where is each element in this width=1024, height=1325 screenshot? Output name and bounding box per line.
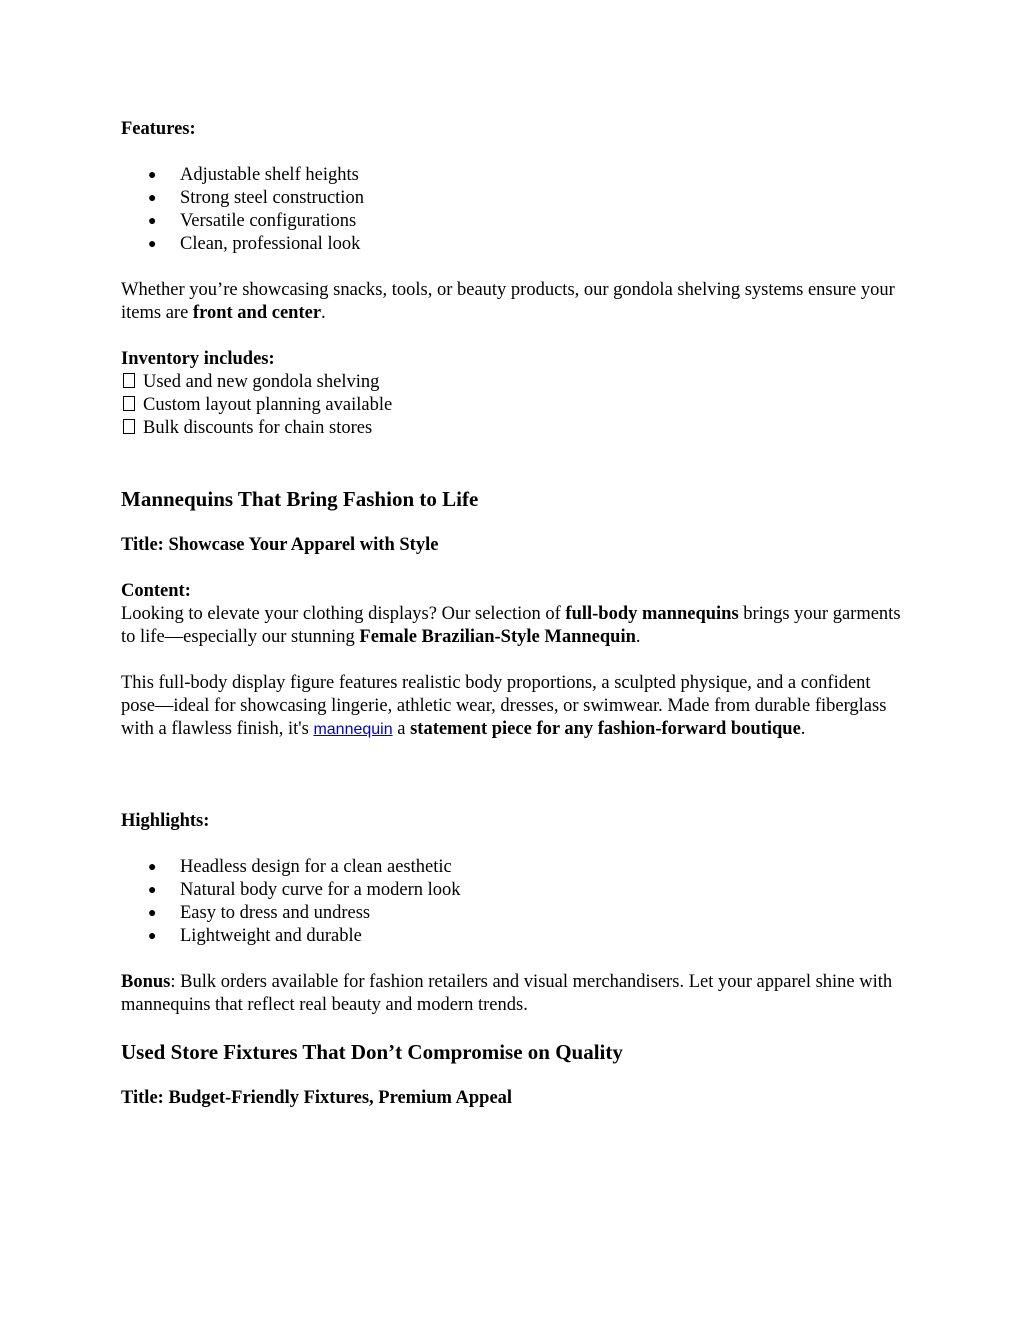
list-item: Bulk discounts for chain stores — [121, 417, 901, 440]
list-item: ● Lightweight and durable — [148, 926, 362, 946]
bonus-paragraph: Bonus: Bulk orders available for fashion retailers and visual merchandisers. Let your apparel shine with mannequins that reflect real beauty and modern trends. — [121, 972, 893, 1015]
mannequin-link[interactable]: mannequin — [313, 721, 393, 738]
list-item: ● Headless design for a clean aesthetic — [148, 857, 452, 877]
bullet-icon: ● — [148, 191, 157, 206]
features-heading: Features: — [121, 119, 196, 139]
mannequins-paragraph-2: This full-body display figure features realistic body proportions, a sculpted physique, and a confident pose—ideal for showcasing lingerie, athletic wear, dresses, or swimwear. Made from durable fiberglass with a flawless finish, it's mannequin a statement piece for any fashion-forward boutique. — [121, 673, 887, 739]
gondola-paragraph: Whether you’re showcasing snacks, tools, or beauty products, our gondola shelving systems ensure your items are front and center. — [121, 280, 895, 323]
checkbox-glyph-icon — [123, 419, 135, 434]
features-list — [121, 164, 901, 256]
highlights-list — [121, 856, 901, 948]
list-item: Used and new gondola shelving — [121, 371, 901, 394]
list-item: ● Versatile configurations — [148, 211, 357, 231]
mannequins-title: Title: Showcase Your Apparel with Style — [121, 535, 439, 555]
highlights-heading: Highlights: — [121, 811, 210, 831]
list-item: Custom layout planning available — [121, 394, 901, 417]
list-item: ● Clean, professional look — [148, 234, 361, 254]
list-item: ● Easy to dress and undress — [148, 903, 371, 923]
bullet-icon: ● — [148, 168, 157, 183]
bullet-icon: ● — [148, 237, 157, 252]
section-heading-mannequins: Mannequins That Bring Fashion to Life — [121, 487, 479, 511]
list-item: ● Strong steel construction — [148, 188, 364, 208]
bullet-icon: ● — [148, 929, 157, 944]
bullet-icon: ● — [148, 906, 157, 921]
section-heading-fixtures: Used Store Fixtures That Don’t Compromise on Quality — [121, 1040, 623, 1064]
content-label: Content: — [121, 581, 191, 601]
document-page — [121, 118, 901, 1110]
bullet-icon: ● — [148, 214, 157, 229]
checkbox-glyph-icon — [123, 373, 135, 388]
list-item: ● Adjustable shelf heights — [148, 165, 359, 185]
fixtures-title: Title: Budget-Friendly Fixtures, Premium Appeal — [121, 1088, 513, 1108]
checkbox-glyph-icon — [123, 396, 135, 411]
mannequins-paragraph-1: Looking to elevate your clothing displays? Our selection of full-body mannequins brings your garments to life—especially our stunning Female Brazilian-Style Mannequin. — [121, 604, 901, 647]
bullet-icon: ● — [148, 860, 157, 875]
inventory-heading: Inventory includes: — [121, 349, 275, 369]
bullet-icon: ● — [148, 883, 157, 898]
list-item: ● Natural body curve for a modern look — [148, 880, 461, 900]
